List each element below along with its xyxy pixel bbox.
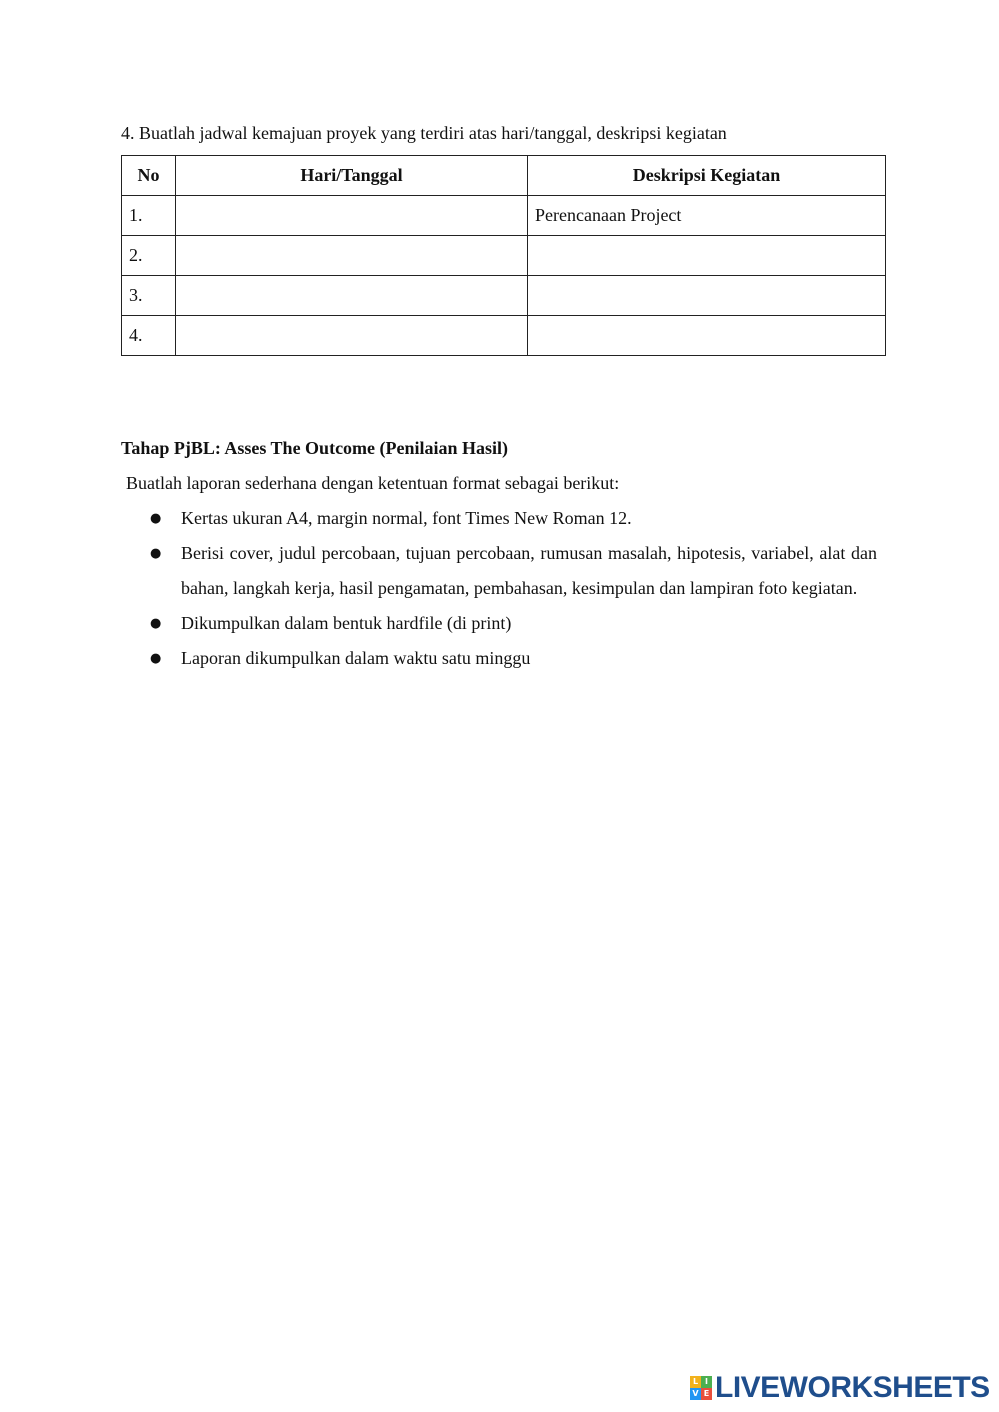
requirements-list	[150, 501, 877, 676]
row-number: 4.	[122, 316, 176, 356]
date-cell[interactable]	[176, 196, 528, 236]
instruction-text: 4. Buatlah jadwal kemajuan proyek yang terdiri atas hari/tanggal, deskripsi kegiatan	[121, 123, 727, 143]
table-row	[122, 276, 886, 316]
section-intro: Buatlah laporan sederhana dengan ketentuan format sebagai berikut:	[126, 473, 620, 493]
table-header-row	[122, 156, 886, 196]
bullet-icon: ●	[150, 616, 162, 631]
row-number: 2.	[122, 236, 176, 276]
header-no: No	[122, 156, 176, 196]
description-cell[interactable]: Perencanaan Project	[528, 196, 886, 236]
table-row	[122, 236, 886, 276]
header-date: Hari/Tanggal	[176, 156, 528, 196]
brand-wordmark: LIVEWORKSHEETS	[715, 1371, 990, 1404]
bullet-icon: ●	[150, 651, 162, 666]
liveworksheets-logo-icon: L I V E	[690, 1376, 712, 1400]
list-item	[150, 641, 877, 676]
date-cell[interactable]	[176, 276, 528, 316]
list-item-text: Laporan dikumpulkan dalam waktu satu minggu	[181, 648, 531, 668]
list-item	[150, 536, 877, 606]
liveworksheets-brand	[690, 1370, 990, 1406]
schedule-table	[121, 155, 886, 356]
list-item-text: Berisi cover, judul percobaan, tujuan percobaan, rumusan masalah, hipotesis, variabel, alat dan bahan, langkah kerja, hasil pengamatan, pembahasan, kesimpulan dan lampiran foto kegiatan.	[181, 543, 877, 598]
description-cell[interactable]	[528, 276, 886, 316]
row-number: 3.	[122, 276, 176, 316]
table-row	[122, 316, 886, 356]
date-cell[interactable]	[176, 316, 528, 356]
header-description: Deskripsi Kegiatan	[528, 156, 886, 196]
row-number: 1.	[122, 196, 176, 236]
list-item	[150, 606, 877, 641]
description-cell[interactable]	[528, 316, 886, 356]
description-cell[interactable]	[528, 236, 886, 276]
section-title: Tahap PjBL: Asses The Outcome (Penilaian Hasil)	[121, 438, 509, 458]
table-row	[122, 196, 886, 236]
list-item	[150, 501, 877, 536]
date-cell[interactable]	[176, 236, 528, 276]
bullet-icon: ●	[150, 511, 162, 526]
list-item-text: Dikumpulkan dalam bentuk hardfile (di print)	[181, 613, 512, 633]
bullet-icon: ●	[150, 546, 162, 561]
list-item-text: Kertas ukuran A4, margin normal, font Times New Roman 12.	[181, 508, 632, 528]
